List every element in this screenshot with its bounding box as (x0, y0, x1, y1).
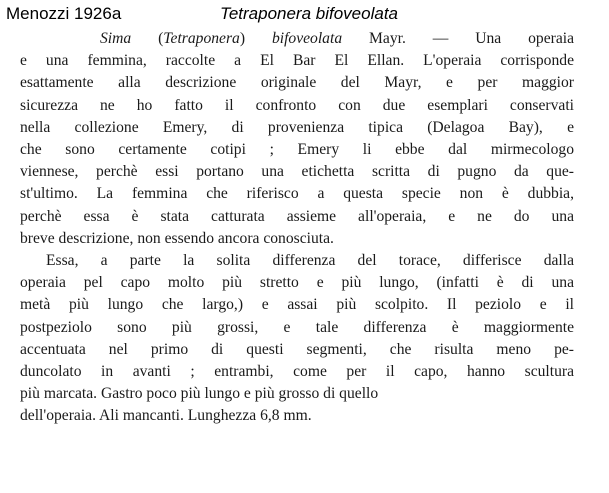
species-title: Tetraponera bifoveolata (220, 4, 399, 23)
text-line: postpeziolo sono più grossi, e tale differenza è maggiormente (20, 318, 574, 336)
text-line: e una femmina, raccolte a El Bar El Ellan. L'operaia corrisponde (20, 52, 574, 70)
text-line (20, 28, 574, 50)
text-line: Essa, a parte la solita differenza del torace, differisce dalla (46, 252, 574, 270)
subgenus-name: Tetraponera (163, 30, 240, 47)
genus-name: Sima (100, 30, 132, 47)
text-line: perchè essa è stata catturata assieme all'operaia, e ne do una (20, 207, 574, 225)
text-line: dell'operaia. Ali mancanti. Lunghezza 6,8 mm. (20, 407, 312, 425)
text-line: viennese, perchè essi portano una etichetta scritta di pugno da que- (20, 163, 574, 181)
text-line: breve descrizione, non essendo ancora conosciuta. (20, 229, 334, 247)
text-line: che sono certamente cotipi ; Emery li ebbe dal mirmecologo (20, 141, 574, 159)
paragraph-1 (20, 28, 574, 250)
text-line: più marcata. Gastro poco più lungo e più grosso di quello (20, 385, 379, 403)
open-paren: ( (131, 30, 164, 47)
text-line: st'ultimo. La femmina che riferisco a questa specie non è dubbia, (20, 185, 574, 203)
close-paren: ) (239, 30, 272, 47)
text-line: duncolato in avanti ; entrambi, come per il capo, hanno scultura (20, 363, 574, 381)
text-line: metà più lungo che largo,) e assai più scolpito. Il peziolo e il (20, 296, 574, 314)
page-header (6, 4, 606, 26)
citation-label: Menozzi 1926a (6, 4, 122, 23)
species-epithet: bifoveolata (271, 30, 343, 47)
text-line-rest: Mayr. — Una operaia (342, 30, 575, 47)
paragraph-2 (20, 250, 574, 428)
scanned-text-body (20, 28, 574, 428)
text-line: esattamente alla descrizione originale del Mayr, e per maggior (20, 74, 574, 92)
text-line: nella collezione Emery, di provenienza tipica (Delagoa Bay), e (20, 118, 574, 136)
text-line: operaia pel capo molto più stretto e più lungo, (infatti è di una (20, 274, 574, 292)
text-line: sicurezza ne ho fatto il confronto con due esemplari conservati (20, 96, 574, 114)
text-line: accentuata nel primo di questi segmenti, che risulta meno pe- (20, 340, 574, 358)
